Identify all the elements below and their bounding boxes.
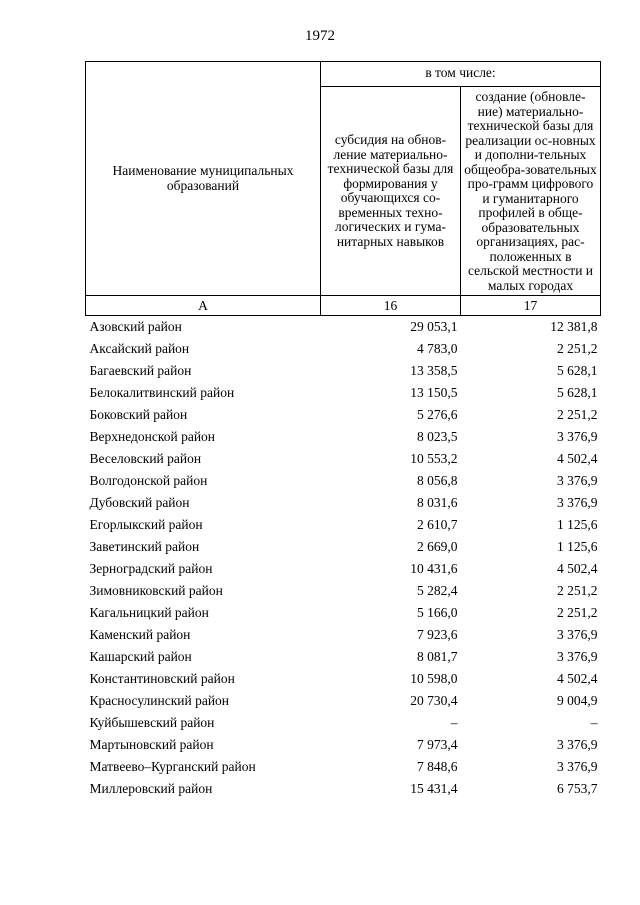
- value-16-cell: 10 598,0: [410, 671, 458, 686]
- value-16-cell: 7 973,4: [417, 737, 458, 752]
- value-17-cell: 3 376,9: [557, 737, 598, 752]
- table-row: [86, 404, 601, 426]
- table-row: [86, 338, 601, 360]
- municipality-name-cell: Егорлыкский район: [89, 517, 203, 532]
- municipality-name-cell: Верхнедонской район: [89, 429, 216, 444]
- column-index-a: А: [86, 296, 321, 316]
- municipality-name-cell: Белокалитвинский район: [89, 385, 235, 400]
- value-16-cell: 5 166,0: [417, 605, 458, 620]
- value-17-cell: 2 251,2: [557, 583, 598, 598]
- table-row: [86, 448, 601, 470]
- value-17-cell: 4 502,4: [557, 561, 598, 576]
- table-row: [86, 492, 601, 514]
- table-row: [86, 646, 601, 668]
- value-16-cell: 10 431,6: [410, 561, 458, 576]
- value-16-cell: 8 031,6: [417, 495, 458, 510]
- value-17-cell: 12 381,8: [550, 319, 598, 334]
- table-body: [86, 316, 601, 801]
- column-index-row: [86, 296, 601, 316]
- table-row: [86, 580, 601, 602]
- table-row: [86, 756, 601, 778]
- table-row: [86, 382, 601, 404]
- table-row: [86, 536, 601, 558]
- value-17-cell: 6 753,7: [557, 781, 598, 796]
- page-number: 1972: [305, 28, 335, 44]
- value-16-cell: –: [450, 715, 458, 730]
- value-16-cell: 8 056,8: [417, 473, 458, 488]
- municipality-name-cell: Зерноградский район: [89, 561, 213, 576]
- table-row: [86, 602, 601, 624]
- municipality-name-cell: Кагальницкий район: [89, 605, 209, 620]
- value-17-cell: 3 376,9: [557, 627, 598, 642]
- table-row: [86, 360, 601, 382]
- municipality-name-cell: Кашарский район: [89, 649, 192, 664]
- value-17-cell: 3 376,9: [557, 473, 598, 488]
- value-17-cell: 5 628,1: [557, 385, 598, 400]
- value-16-cell: 2 610,7: [417, 517, 458, 532]
- municipality-name-cell: Красносулинский район: [89, 693, 230, 708]
- value-16-cell: 13 150,5: [410, 385, 458, 400]
- value-17-cell: 4 502,4: [557, 671, 598, 686]
- table-row: [86, 668, 601, 690]
- value-16-cell: 5 282,4: [417, 583, 458, 598]
- value-17-cell: 9 004,9: [557, 693, 598, 708]
- municipality-name-cell: Куйбышевский район: [89, 715, 215, 730]
- subsidy-table: [85, 61, 601, 800]
- value-17-cell: 4 502,4: [557, 451, 598, 466]
- municipality-name-cell: Дубовский район: [89, 495, 190, 510]
- column-index-16: 16: [321, 296, 461, 316]
- value-16-cell: 8 081,7: [417, 649, 458, 664]
- table-row: [86, 426, 601, 448]
- municipality-name-cell: Константиновский район: [89, 671, 235, 686]
- table-row: [86, 624, 601, 646]
- value-17-cell: 3 376,9: [557, 429, 598, 444]
- value-16-cell: 2 669,0: [417, 539, 458, 554]
- value-16-cell: 20 730,4: [410, 693, 458, 708]
- table-row: [86, 690, 601, 712]
- value-17-cell: 3 376,9: [557, 649, 598, 664]
- value-16-cell: 4 783,0: [417, 341, 458, 356]
- municipality-name-cell: Зимовниковский район: [89, 583, 223, 598]
- municipality-name-cell: Веселовский район: [89, 451, 202, 466]
- municipality-name-cell: Боковский район: [89, 407, 188, 422]
- value-17-cell: 2 251,2: [557, 605, 598, 620]
- value-16-cell: 8 023,5: [417, 429, 458, 444]
- table-row: [86, 470, 601, 492]
- table-row: [86, 712, 601, 734]
- municipality-name-cell: Азовский район: [89, 319, 182, 334]
- value-17-cell: 2 251,2: [557, 407, 598, 422]
- value-16-cell: 13 358,5: [410, 363, 458, 378]
- municipality-name-cell: Мартыновский район: [89, 737, 214, 752]
- table-row: [86, 514, 601, 536]
- value-17-cell: 3 376,9: [557, 495, 598, 510]
- value-17-cell: –: [590, 715, 598, 730]
- table-row: [86, 558, 601, 580]
- column-index-17: 17: [461, 296, 601, 316]
- value-16-cell: 7 923,6: [417, 627, 458, 642]
- value-16-cell: 10 553,2: [410, 451, 458, 466]
- header-column-17: создание (обновле-ние) материально-технической базы для реализации ос-новных и дополни-тельных общеобра-зовательных про-грамм цифрового и гуманитарного профилей в обще-образовательных организациях, рас-положенных в сельской местности и малых городах: [461, 87, 601, 296]
- municipality-name-cell: Аксайский район: [89, 341, 190, 356]
- value-16-cell: 7 848,6: [417, 759, 458, 774]
- municipality-name-cell: Миллеровский район: [89, 781, 213, 796]
- header-column-16: субсидия на обнов-ление материально-технической базы для формирования у обучающихся со-временных техно-логических и гума-нитарных навыков: [321, 87, 461, 296]
- municipality-name-cell: Заветинский район: [89, 539, 200, 554]
- value-17-cell: 1 125,6: [557, 539, 598, 554]
- header-group-including: в том числе:: [321, 62, 601, 87]
- municipality-name-cell: Каменский район: [89, 627, 191, 642]
- value-16-cell: 5 276,6: [417, 407, 458, 422]
- municipality-name-cell: Волгодонской район: [89, 473, 208, 488]
- value-17-cell: 5 628,1: [557, 363, 598, 378]
- municipality-name-cell: Матвеево–Курганский район: [89, 759, 256, 774]
- header-municipality-name: Наименование муниципальных образований: [86, 62, 321, 296]
- value-16-cell: 15 431,4: [410, 781, 458, 796]
- table-row: [86, 734, 601, 756]
- municipality-name-cell: Багаевский район: [89, 363, 192, 378]
- value-17-cell: 2 251,2: [557, 341, 598, 356]
- value-17-cell: 3 376,9: [557, 759, 598, 774]
- value-17-cell: 1 125,6: [557, 517, 598, 532]
- table-row: [86, 778, 601, 800]
- table-row: [86, 316, 601, 339]
- value-16-cell: 29 053,1: [410, 319, 458, 334]
